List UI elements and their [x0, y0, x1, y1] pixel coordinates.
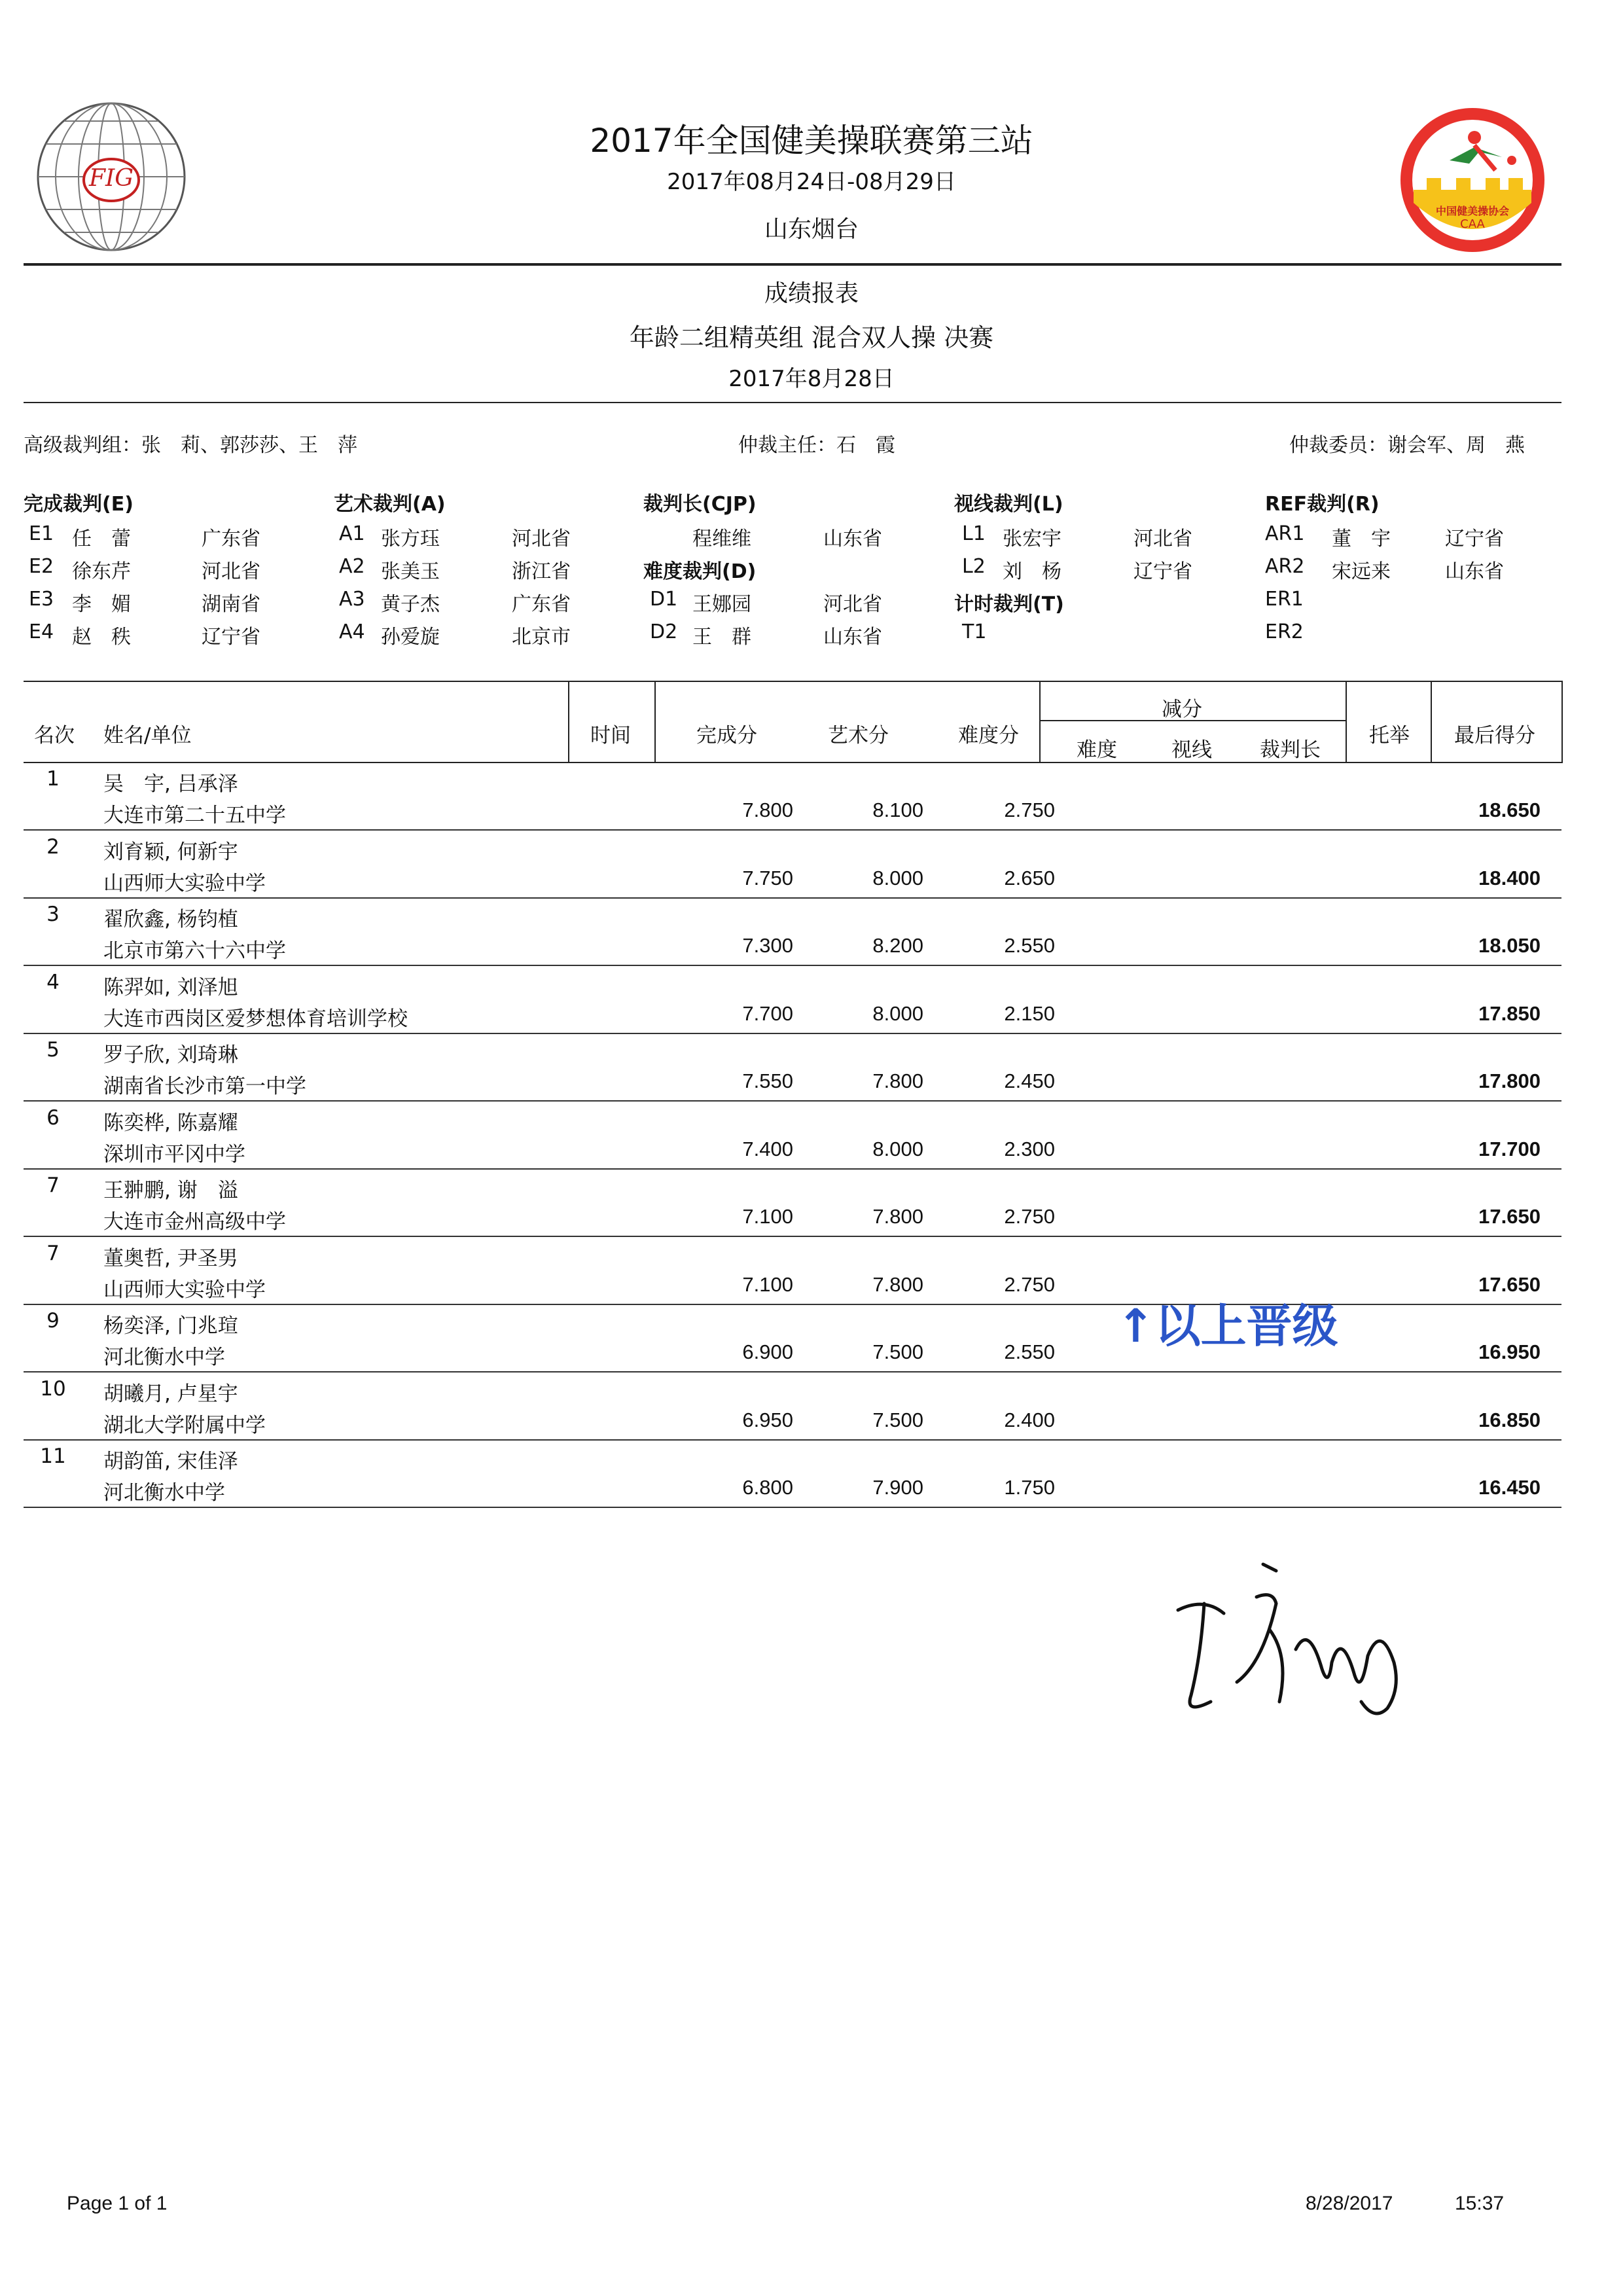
execution-judges-heading: 完成裁判(E) — [24, 493, 134, 516]
print-date: 8/28/2017 — [1306, 2193, 1393, 2214]
header-artistry: 艺术分 — [828, 724, 889, 747]
header-rank: 名次 — [34, 724, 75, 747]
table-row — [24, 1033, 1561, 1102]
final-score: 18.050 — [1478, 934, 1541, 957]
header-ded-cjp: 裁判长 — [1260, 738, 1321, 762]
final-score: 16.450 — [1478, 1476, 1541, 1499]
athlete-names: 翟欣鑫, 杨钧植 — [103, 908, 238, 931]
header-difficulty: 难度分 — [958, 724, 1019, 747]
execution-score: 6.950 — [742, 1408, 793, 1431]
artistry-score: 7.800 — [872, 1205, 923, 1228]
athlete-names: 胡曦月, 卢星宇 — [103, 1382, 238, 1406]
official-province: 广东省 — [512, 593, 571, 616]
execution-score: 7.750 — [742, 866, 793, 889]
execution-score: 7.700 — [742, 1001, 793, 1025]
col-divider — [1431, 681, 1432, 762]
rank-cell: 4 — [46, 970, 60, 994]
rank-cell: 1 — [46, 767, 60, 791]
club-name: 山西师大实验中学 — [103, 1278, 266, 1302]
artistry-score: 8.000 — [872, 1001, 923, 1025]
official-province: 辽宁省 — [1445, 528, 1504, 550]
subheader-divider — [24, 402, 1561, 403]
final-score: 16.950 — [1478, 1340, 1541, 1363]
official-code: A3 — [339, 588, 365, 611]
athlete-names: 吴 宇, 吕承泽 — [103, 772, 238, 796]
caa-logo-sub: CAA — [1460, 217, 1485, 231]
rank-cell: 5 — [46, 1038, 60, 1062]
table-row — [24, 897, 1561, 966]
rank-cell: 11 — [40, 1444, 66, 1468]
official-name: 程维维 — [692, 528, 751, 550]
official-province: 辽宁省 — [202, 626, 260, 649]
athlete-names: 罗子欣, 刘琦琳 — [103, 1043, 238, 1067]
artistry-score: 7.500 — [872, 1340, 923, 1363]
official-name: 李 媚 — [72, 593, 131, 616]
official-province: 山东省 — [823, 626, 882, 649]
jury-chair: 仲裁主任：石 霞 — [738, 434, 895, 457]
report-title: 成绩报表 — [764, 280, 859, 307]
final-score: 18.650 — [1478, 798, 1541, 821]
club-name: 大连市金州高级中学 — [103, 1210, 286, 1234]
artistry-score: 7.900 — [872, 1476, 923, 1499]
rank-cell: 9 — [46, 1309, 60, 1333]
official-code: T1 — [962, 620, 987, 643]
category-title: 年龄二组精英组 混合双人操 决赛 — [629, 323, 994, 352]
table-row — [24, 965, 1561, 1034]
final-score: 16.850 — [1478, 1408, 1541, 1431]
difficulty-score: 2.550 — [1004, 934, 1055, 957]
header-ded-difficulty: 难度 — [1077, 738, 1117, 762]
execution-score: 7.300 — [742, 934, 793, 957]
header-execution: 完成分 — [696, 724, 757, 747]
official-province: 浙江省 — [512, 560, 571, 583]
athlete-names: 杨奕泽, 门兆瑄 — [103, 1314, 238, 1338]
official-province: 河北省 — [202, 560, 260, 583]
official-province: 山东省 — [823, 528, 882, 550]
official-code: ER1 — [1265, 588, 1304, 611]
table-row — [24, 1101, 1561, 1170]
print-time: 15:37 — [1455, 2193, 1505, 2214]
official-code: A2 — [339, 555, 365, 578]
official-code: AR1 — [1265, 522, 1305, 545]
official-name: 张方珏 — [381, 528, 440, 550]
table-row — [24, 762, 1561, 831]
col-divider — [654, 681, 656, 762]
difficulty-score: 2.750 — [1004, 1205, 1055, 1228]
fig-logo-text: FIG — [89, 165, 134, 192]
official-province: 山东省 — [1445, 560, 1504, 583]
official-code: D1 — [650, 588, 678, 611]
athlete-names: 刘育颖, 何新宇 — [103, 840, 238, 864]
caa-logo-text: 中国健美操协会 — [1435, 205, 1509, 217]
event-dates: 2017年08月24日-08月29日 — [667, 169, 956, 195]
artistic-judges-heading: 艺术裁判(A) — [334, 493, 446, 516]
official-province: 河北省 — [512, 528, 571, 550]
club-name: 北京市第六十六中学 — [103, 939, 286, 963]
athlete-names: 王翀鹏, 谢 溢 — [103, 1179, 238, 1202]
club-name: 山西师大实验中学 — [103, 871, 266, 895]
header-deductions: 减分 — [1162, 698, 1202, 721]
official-name: 黄子杰 — [381, 593, 440, 616]
line-judges-heading: 视线裁判(L) — [954, 493, 1063, 516]
official-code: A1 — [339, 522, 365, 545]
event-venue: 山东烟台 — [764, 216, 859, 243]
athlete-names: 陈羿如, 刘泽旭 — [103, 975, 238, 999]
header-final: 最后得分 — [1454, 724, 1535, 747]
results-table-header — [24, 681, 1563, 763]
official-name: 张美玉 — [381, 560, 440, 583]
qualification-note: ↑以上晋级 — [1116, 1299, 1338, 1353]
official-code: E1 — [29, 522, 54, 545]
official-name: 王 群 — [692, 626, 751, 649]
execution-score: 7.400 — [742, 1137, 793, 1160]
difficulty-score: 2.300 — [1004, 1137, 1055, 1160]
col-divider — [1039, 681, 1041, 762]
final-score: 18.400 — [1478, 866, 1541, 889]
artistry-score: 8.000 — [872, 1137, 923, 1160]
header-lifts: 托举 — [1369, 724, 1410, 747]
artistry-score: 8.000 — [872, 866, 923, 889]
final-score: 17.800 — [1478, 1069, 1541, 1092]
official-name: 张宏宇 — [1003, 528, 1061, 550]
header-name: 姓名/单位 — [103, 724, 192, 747]
official-province: 湖南省 — [202, 593, 260, 616]
header-ded-line: 视线 — [1171, 738, 1212, 762]
official-province: 辽宁省 — [1133, 560, 1192, 583]
difficulty-score: 2.400 — [1004, 1408, 1055, 1431]
rank-cell: 3 — [46, 903, 60, 926]
club-name: 大连市第二十五中学 — [103, 804, 286, 827]
official-name: 刘 杨 — [1003, 560, 1061, 583]
artistry-score: 8.200 — [872, 934, 923, 957]
official-code: E3 — [29, 588, 54, 611]
event-title: 2017年全国健美操联赛第三站 — [590, 122, 1033, 160]
club-name: 河北衡水中学 — [103, 1346, 225, 1369]
table-row — [24, 830, 1561, 899]
club-name: 湖北大学附属中学 — [103, 1413, 266, 1437]
official-name: 董 宇 — [1332, 528, 1391, 550]
page-number: Page 1 of 1 — [67, 2193, 168, 2214]
rank-cell: 7 — [46, 1241, 60, 1265]
official-province: 河北省 — [1133, 528, 1192, 550]
official-code: D2 — [650, 620, 678, 643]
header-divider — [24, 263, 1561, 266]
cjp-heading: 裁判长(CJP) — [643, 493, 757, 516]
athlete-names: 胡韵笛, 宋佳泽 — [103, 1450, 238, 1473]
club-name: 湖南省长沙市第一中学 — [103, 1075, 306, 1098]
header-time: 时间 — [590, 724, 631, 747]
difficulty-score: 2.750 — [1004, 798, 1055, 821]
final-score: 17.850 — [1478, 1001, 1541, 1025]
execution-score: 7.100 — [742, 1205, 793, 1228]
official-code: L2 — [962, 555, 986, 578]
final-score: 17.650 — [1478, 1272, 1541, 1296]
jury-members: 仲裁委员：谢会军、周 燕 — [1289, 434, 1525, 457]
athlete-names: 陈奕桦, 陈嘉耀 — [103, 1111, 238, 1135]
execution-score: 7.800 — [742, 798, 793, 821]
artistry-score: 7.800 — [872, 1069, 923, 1092]
execution-score: 7.100 — [742, 1272, 793, 1296]
club-name: 深圳市平冈中学 — [103, 1142, 245, 1166]
ref-judges-heading: REF裁判(R) — [1265, 493, 1380, 516]
col-divider — [568, 681, 569, 762]
difficulty-judges-heading: 难度裁判(D) — [643, 560, 757, 583]
official-code: ER2 — [1265, 620, 1304, 643]
senior-judges: 高级裁判组：张 莉、郭莎莎、王 萍 — [24, 434, 357, 457]
official-province: 河北省 — [823, 593, 882, 616]
rank-cell: 6 — [46, 1105, 60, 1130]
difficulty-score: 1.750 — [1004, 1476, 1055, 1499]
official-province: 北京市 — [512, 626, 571, 649]
official-name: 赵 秩 — [72, 626, 131, 649]
difficulty-score: 2.550 — [1004, 1340, 1055, 1363]
official-province: 广东省 — [202, 528, 260, 550]
table-row — [24, 1372, 1561, 1441]
execution-score: 7.550 — [742, 1069, 793, 1092]
difficulty-score: 2.150 — [1004, 1001, 1055, 1025]
difficulty-score: 2.450 — [1004, 1069, 1055, 1092]
official-name: 徐东芹 — [72, 560, 131, 583]
table-row — [24, 1168, 1561, 1237]
report-date: 2017年8月28日 — [728, 366, 895, 392]
official-code: AR2 — [1265, 555, 1305, 578]
club-name: 大连市西岗区爱梦想体育培训学校 — [103, 1007, 408, 1031]
final-score: 17.700 — [1478, 1137, 1541, 1160]
time-judges-heading: 计时裁判(T) — [954, 593, 1064, 616]
official-name: 王娜园 — [692, 593, 751, 616]
official-code: E4 — [29, 620, 54, 643]
col-divider — [1346, 681, 1347, 762]
official-name: 孙爱旋 — [381, 626, 440, 649]
rank-cell: 10 — [40, 1376, 66, 1401]
artistry-score: 7.500 — [872, 1408, 923, 1431]
club-name: 河北衡水中学 — [103, 1481, 225, 1505]
official-name: 任 蕾 — [72, 528, 131, 550]
final-score: 17.650 — [1478, 1205, 1541, 1228]
execution-score: 6.900 — [742, 1340, 793, 1363]
rank-cell: 2 — [46, 834, 60, 859]
difficulty-score: 2.650 — [1004, 866, 1055, 889]
official-code: E2 — [29, 555, 54, 578]
artistry-score: 7.800 — [872, 1272, 923, 1296]
official-name: 宋远来 — [1332, 560, 1391, 583]
artistry-score: 8.100 — [872, 798, 923, 821]
table-row — [24, 1439, 1561, 1508]
signature — [1165, 1551, 1427, 1754]
athlete-names: 董奥哲, 尹圣男 — [103, 1246, 238, 1270]
official-code: L1 — [962, 522, 986, 545]
execution-score: 6.800 — [742, 1476, 793, 1499]
official-code: A4 — [339, 620, 365, 643]
rank-cell: 7 — [46, 1174, 60, 1197]
difficulty-score: 2.750 — [1004, 1272, 1055, 1296]
